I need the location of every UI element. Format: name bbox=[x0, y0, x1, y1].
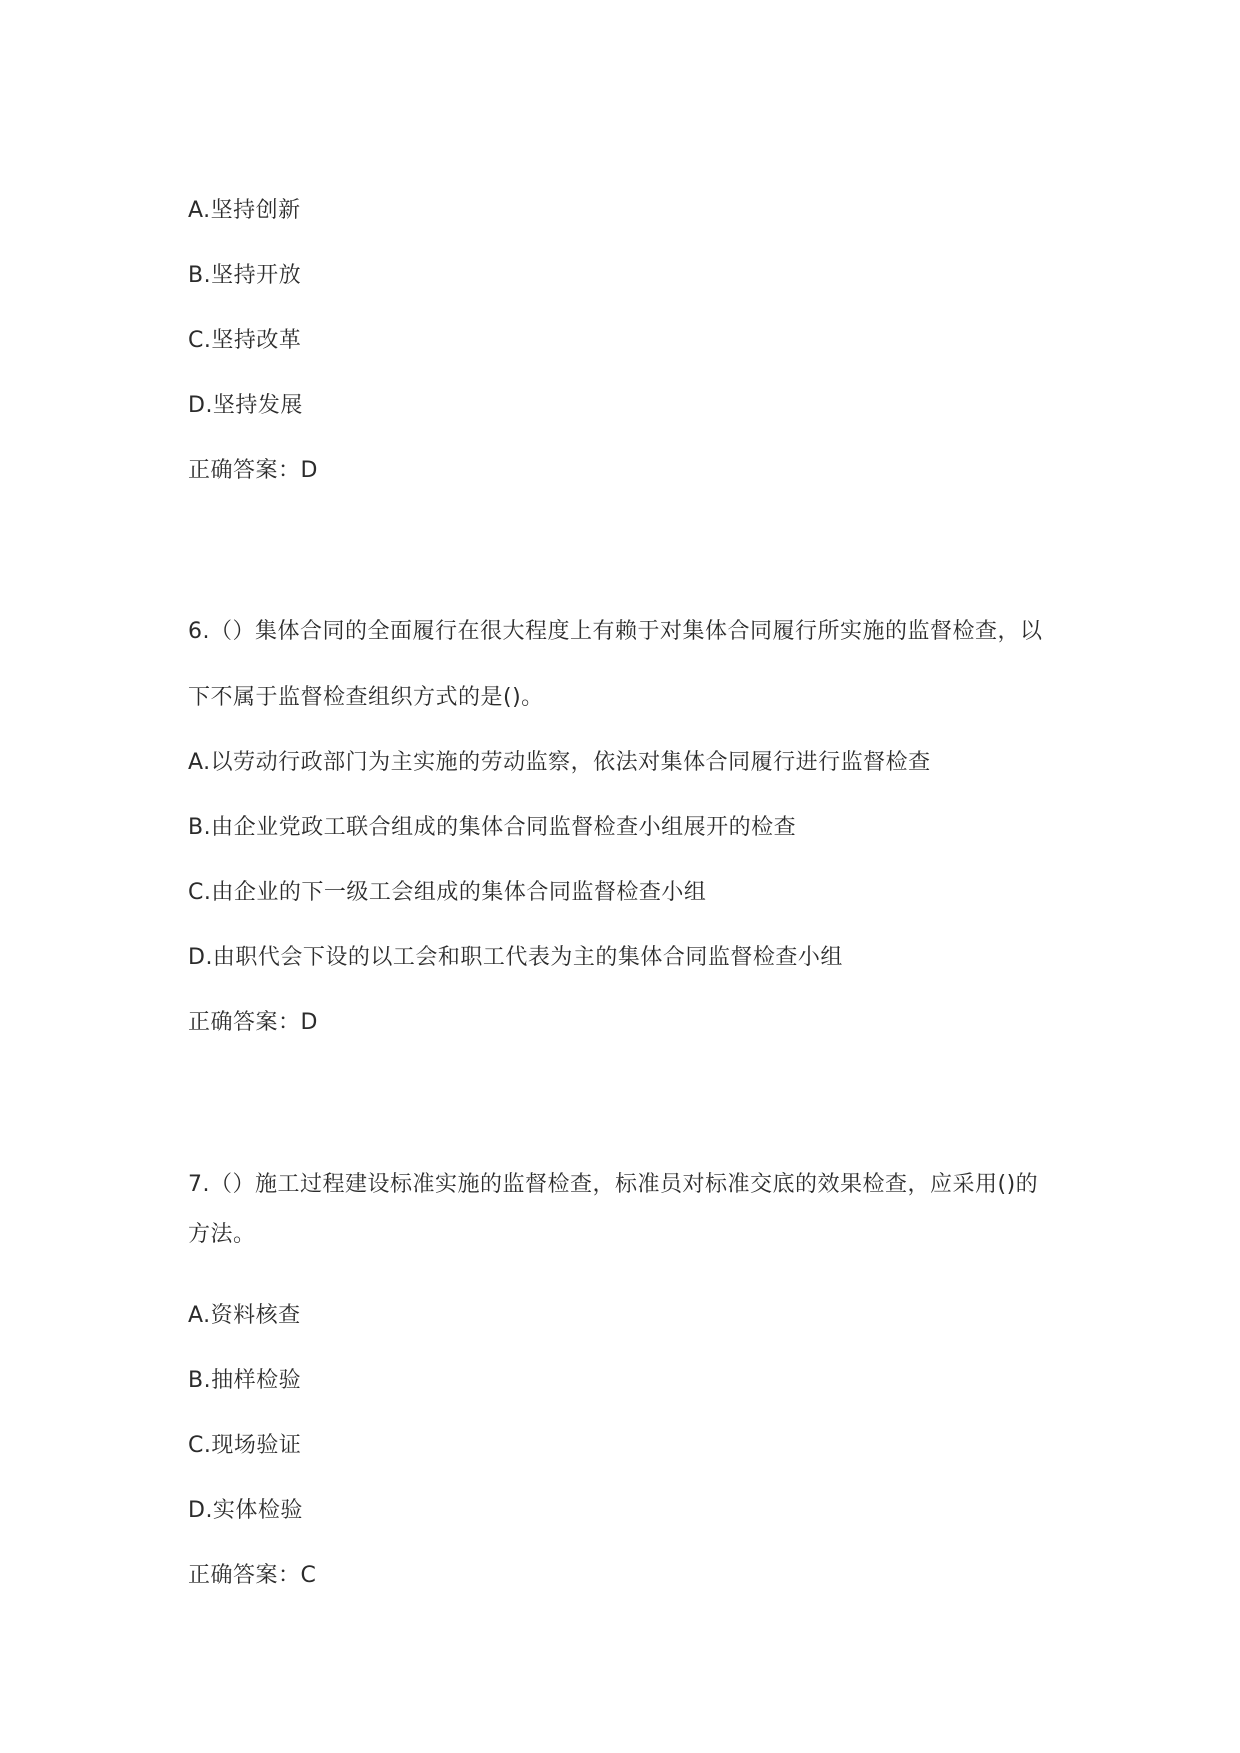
option-b: B.抽样检验 bbox=[188, 1368, 302, 1393]
option-c: C.由企业的下一级工会组成的集体合同监督检查小组 bbox=[188, 880, 707, 905]
question-stem-continued: 方法。 bbox=[188, 1222, 256, 1247]
question-stem: 7.（）施工过程建设标准实施的监督检查，标准员对标准交底的效果检查，应采用()的 bbox=[188, 1172, 1039, 1197]
correct-answer: 正确答案：C bbox=[188, 1563, 317, 1588]
option-c: C.坚持改革 bbox=[188, 328, 302, 353]
question-stem: 6.（）集体合同的全面履行在很大程度上有赖于对集体合同履行所实施的监督检查，以 bbox=[188, 619, 1043, 644]
option-a: A.以劳动行政部门为主实施的劳动监察，依法对集体合同履行进行监督检查 bbox=[188, 750, 931, 775]
option-d: D.实体检验 bbox=[188, 1498, 303, 1523]
option-a: A.坚持创新 bbox=[188, 198, 301, 223]
option-c: C.现场验证 bbox=[188, 1433, 302, 1458]
option-d: D.由职代会下设的以工会和职工代表为主的集体合同监督检查小组 bbox=[188, 945, 843, 970]
correct-answer: 正确答案：D bbox=[188, 458, 318, 483]
option-b: B.坚持开放 bbox=[188, 263, 302, 288]
question-stem-continued: 下不属于监督检查组织方式的是()。 bbox=[188, 685, 544, 710]
correct-answer: 正确答案：D bbox=[188, 1010, 318, 1035]
option-b: B.由企业党政工联合组成的集体合同监督检查小组展开的检查 bbox=[188, 815, 797, 840]
option-d: D.坚持发展 bbox=[188, 393, 303, 418]
option-a: A.资料核查 bbox=[188, 1303, 301, 1328]
